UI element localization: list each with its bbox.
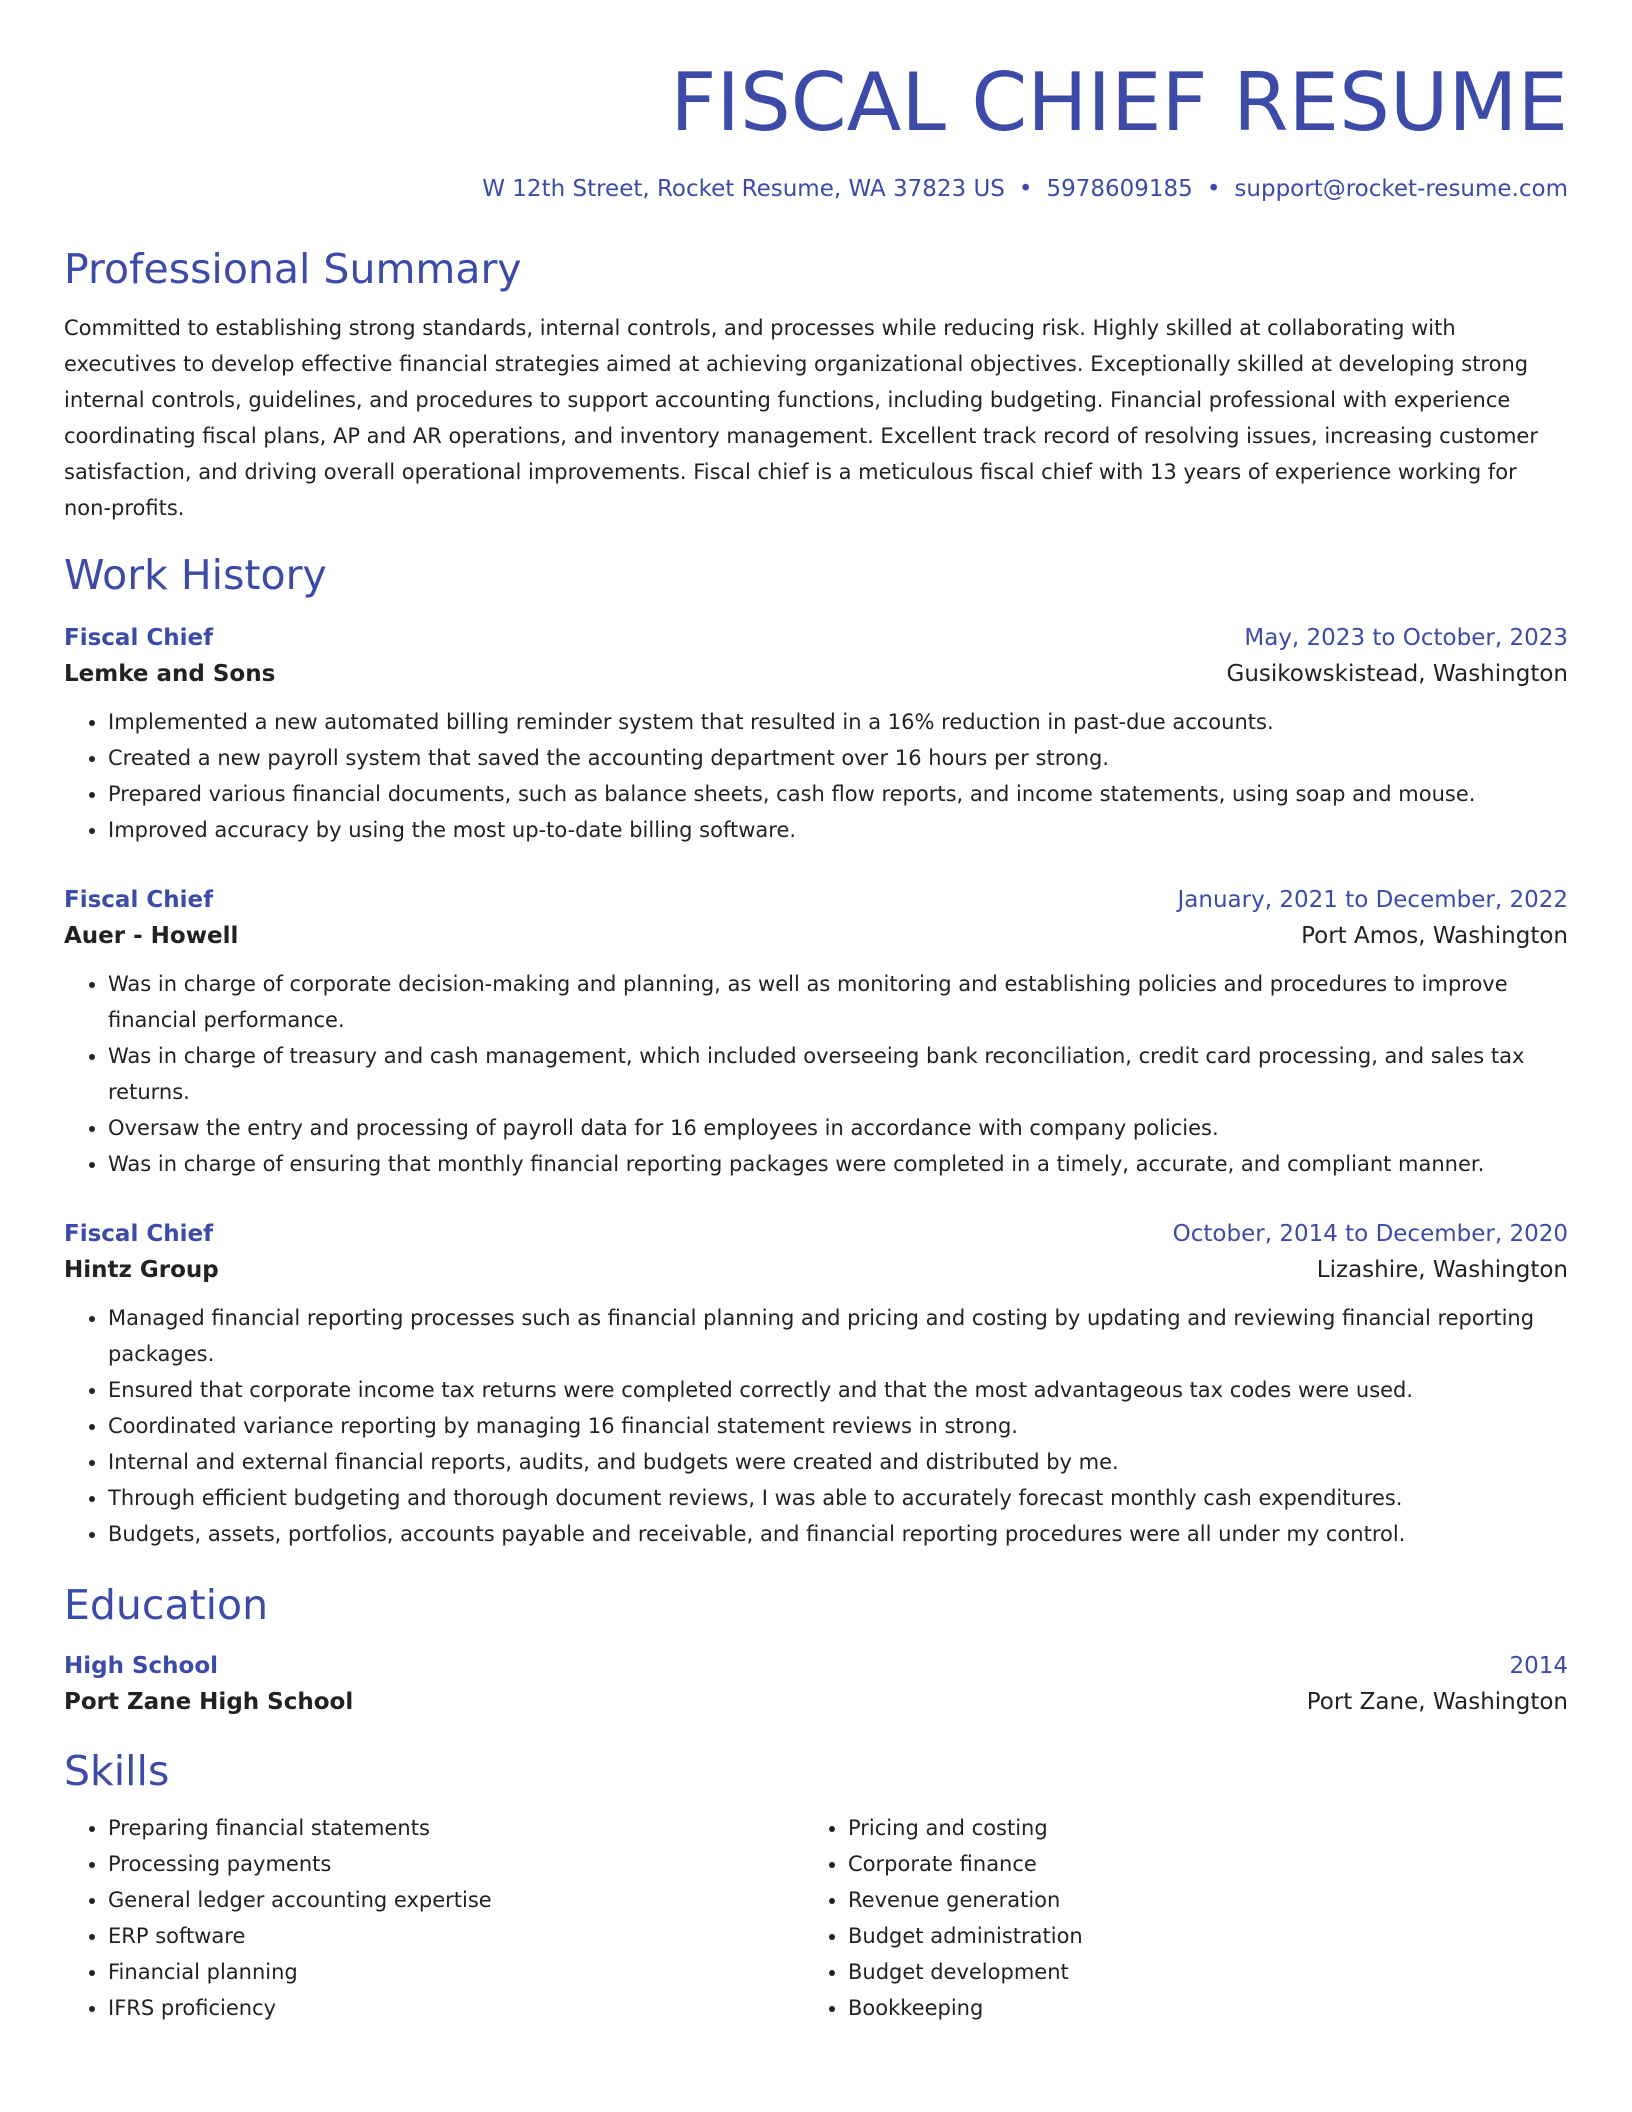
skill-item: • Processing payments <box>108 1846 804 1882</box>
job-bullets <box>64 1300 1568 1552</box>
resume-page <box>64 0 1568 2026</box>
resume-title: FISCAL CHIEF RESUME <box>670 56 1568 149</box>
contact-line <box>64 174 1568 204</box>
company-name: Hintz Group <box>64 1257 219 1283</box>
job-bullet: • Was in charge of ensuring that monthly financial reporting packages were completed in a timely, accurate, and compliant manner. <box>108 1146 1568 1182</box>
skills-column-right <box>804 1810 1544 2026</box>
contact-separator: • <box>1206 176 1221 202</box>
skill-item: • General ledger accounting expertise <box>108 1882 804 1918</box>
education-year: 2014 <box>1509 1653 1568 1679</box>
job-bullet: • Was in charge of corporate decision-making and planning, as well as monitoring and establishing policies and procedures to improve financial performance. <box>108 966 1568 1038</box>
job-bullets <box>64 704 1568 848</box>
job-dates: May, 2023 to October, 2023 <box>1244 625 1568 651</box>
school-name: Port Zane High School <box>64 1689 354 1715</box>
job-title: Fiscal Chief <box>64 625 214 651</box>
resume-header <box>64 0 1568 204</box>
contact-phone: 5978609185 <box>1046 176 1193 202</box>
job-bullet: • Ensured that corporate income tax returns were completed correctly and that the most advantageous tax codes were used. <box>108 1372 1568 1408</box>
skill-item: • Corporate finance <box>848 1846 1544 1882</box>
job-bullet: • Implemented a new automated billing reminder system that resulted in a 16% reduction in past-due accounts. <box>108 704 1568 740</box>
contact-email: support@rocket-resume.com <box>1234 176 1568 202</box>
skill-item: • Bookkeeping <box>848 1990 1544 2026</box>
skill-item: • Budget administration <box>848 1918 1544 1954</box>
section-title-work-history: Work History <box>64 551 327 599</box>
school-location: Port Zane, Washington <box>1306 1689 1568 1715</box>
summary-text: Committed to establishing strong standards, internal controls, and processes while reducing risk. Highly skilled at collaborating with executives to develop effective financial strategies aimed at achieving organizational objectives. Exceptionally skilled at developing strong internal controls, guidelines, and procedures to support accounting functions, including budgeting. Financial professional with experience coordinating fiscal plans, AP and AR operations, and inventory management. Excellent track record of resolving issues, increasing customer satisfaction, and driving overall operational improvements. Fiscal chief is a meticulous fiscal chief with 13 years of experience working for non-profits. <box>64 316 1538 520</box>
section-title-education: Education <box>64 1581 269 1629</box>
job-entry <box>64 884 1568 1182</box>
job-location: Lizashire, Washington <box>1316 1257 1568 1283</box>
job-bullets <box>64 966 1568 1182</box>
skill-item: • Preparing financial statements <box>108 1810 804 1846</box>
skill-item: • Revenue generation <box>848 1882 1544 1918</box>
company-name: Lemke and Sons <box>64 661 276 687</box>
job-bullet: • Through efficient budgeting and thorough document reviews, I was able to accurately forecast monthly cash expenditures. <box>108 1480 1568 1516</box>
job-location: Gusikowskistead, Washington <box>1226 661 1568 687</box>
skill-item: • Budget development <box>848 1954 1544 1990</box>
job-bullet: • Prepared various financial documents, such as balance sheets, cash flow reports, and income statements, using soap and mouse. <box>108 776 1568 812</box>
job-bullet: • Coordinated variance reporting by managing 16 financial statement reviews in strong. <box>108 1408 1568 1444</box>
section-title-summary: Professional Summary <box>64 245 522 293</box>
job-bullet: • Was in charge of treasury and cash management, which included overseeing bank reconciliation, credit card processing, and sales tax returns. <box>108 1038 1568 1110</box>
job-bullet: • Oversaw the entry and processing of payroll data for 16 employees in accordance with company policies. <box>108 1110 1568 1146</box>
education-entry <box>64 1650 1568 1722</box>
job-bullet: • Improved accuracy by using the most up-to-date billing software. <box>108 812 1568 848</box>
job-location: Port Amos, Washington <box>1301 923 1568 949</box>
skill-item: • IFRS proficiency <box>108 1990 804 2026</box>
job-title: Fiscal Chief <box>64 887 214 913</box>
skill-item: • Financial planning <box>108 1954 804 1990</box>
skill-item: • Pricing and costing <box>848 1810 1544 1846</box>
education-degree: High School <box>64 1653 219 1679</box>
company-name: Auer - Howell <box>64 923 239 949</box>
job-bullet: • Budgets, assets, portfolios, accounts payable and receivable, and financial reporting procedures were all under my control. <box>108 1516 1568 1552</box>
job-bullet: • Created a new payroll system that saved the accounting department over 16 hours per strong. <box>108 740 1568 776</box>
job-entry <box>64 622 1568 848</box>
job-title: Fiscal Chief <box>64 1221 214 1247</box>
skill-item: • ERP software <box>108 1918 804 1954</box>
skills-column-left <box>64 1810 804 2026</box>
skills-list <box>64 1810 1568 2026</box>
job-bullet: • Internal and external financial reports, audits, and budgets were created and distributed by me. <box>108 1444 1568 1480</box>
contact-separator: • <box>1018 176 1033 202</box>
contact-address: W 12th Street, Rocket Resume, WA 37823 US <box>482 176 1005 202</box>
job-dates: October, 2014 to December, 2020 <box>1172 1221 1568 1247</box>
section-title-skills: Skills <box>64 1747 170 1795</box>
job-bullet: • Managed financial reporting processes such as financial planning and pricing and costing by updating and reviewing financial reporting packages. <box>108 1300 1568 1372</box>
job-entry <box>64 1218 1568 1552</box>
job-dates: January, 2021 to December, 2022 <box>1177 887 1568 913</box>
